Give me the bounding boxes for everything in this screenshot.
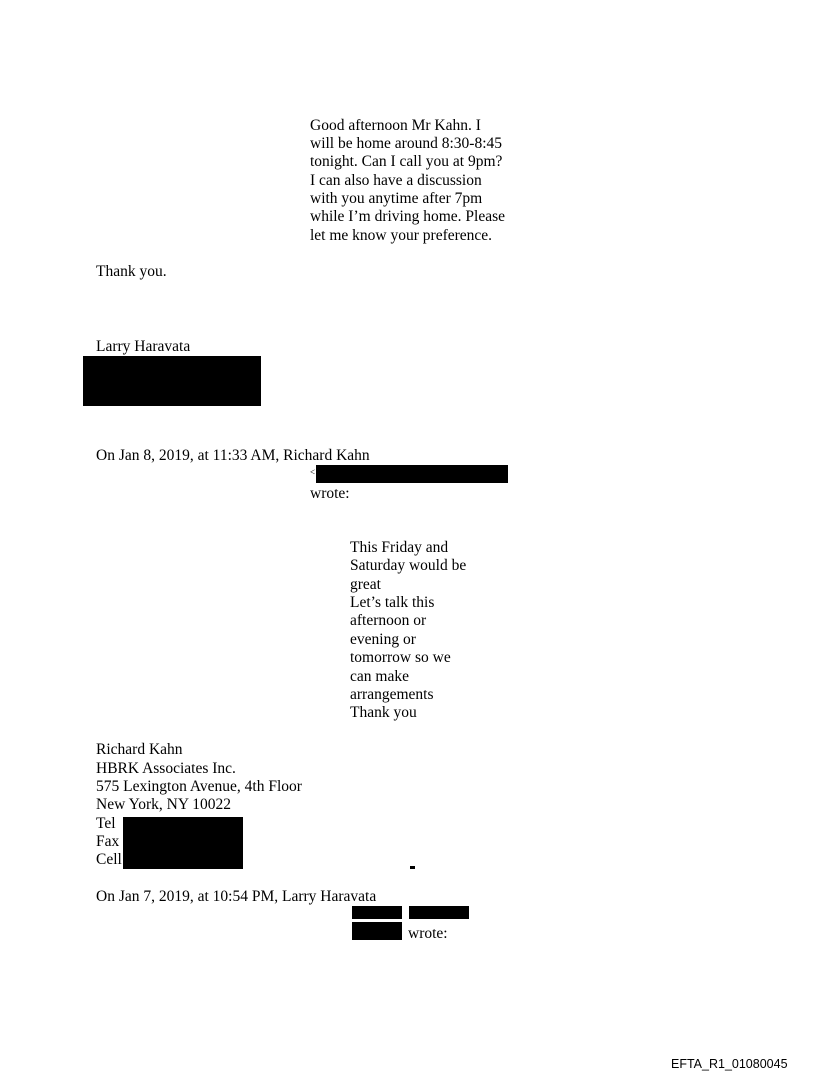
tel-label: Tel (96, 815, 116, 832)
redaction-block (352, 922, 402, 940)
kahn-line: great (350, 576, 381, 593)
kahn-line: afternoon or (350, 612, 427, 629)
kahn-line: can make (350, 668, 409, 685)
redaction-mark (410, 866, 415, 869)
signature-company: HBRK Associates Inc. (96, 760, 236, 777)
redaction-block (316, 465, 508, 483)
reply-line: with you anytime after 7pm (310, 190, 483, 207)
fax-label: Fax (96, 833, 120, 850)
kahn-line: Let’s talk this (350, 594, 435, 611)
signature-address: 575 Lexington Avenue, 4th Floor (96, 778, 302, 795)
closing-text: Thank you. (96, 263, 167, 280)
reply-line: let me know your preference. (310, 227, 493, 244)
email-open-bracket: < (310, 467, 316, 477)
quote-header-line: On Jan 8, 2019, at 11:33 AM, Richard Kahn (96, 447, 370, 464)
reply-line: Good afternoon Mr Kahn. I (310, 117, 481, 134)
reply-line: while I’m driving home. Please (310, 208, 505, 225)
kahn-line: arrangements (350, 686, 434, 703)
wrote-label: wrote: (408, 925, 448, 942)
redaction-block (123, 817, 243, 869)
redaction-block (83, 356, 261, 406)
quote-header-line: On Jan 7, 2019, at 10:54 PM, Larry Haravata (96, 888, 377, 905)
kahn-line: Thank you (350, 704, 417, 721)
redaction-block (409, 906, 469, 919)
wrote-label: wrote: (310, 485, 350, 502)
signature-city: New York, NY 10022 (96, 796, 232, 813)
reply-line: tonight. Can I call you at 9pm? (310, 153, 503, 170)
redaction-block (352, 906, 402, 919)
kahn-line: tomorrow so we (350, 649, 451, 666)
reply-line: will be home around 8:30-8:45 (310, 135, 502, 152)
reply-line: I can also have a discussion (310, 172, 482, 189)
cell-label: Cell (96, 851, 122, 868)
kahn-line: Saturday would be (350, 557, 467, 574)
kahn-line: This Friday and (350, 539, 449, 556)
sender-name: Larry Haravata (96, 338, 191, 355)
signature-name: Richard Kahn (96, 741, 183, 758)
document-id: EFTA_R1_01080045 (671, 1057, 788, 1071)
kahn-line: evening or (350, 631, 416, 648)
